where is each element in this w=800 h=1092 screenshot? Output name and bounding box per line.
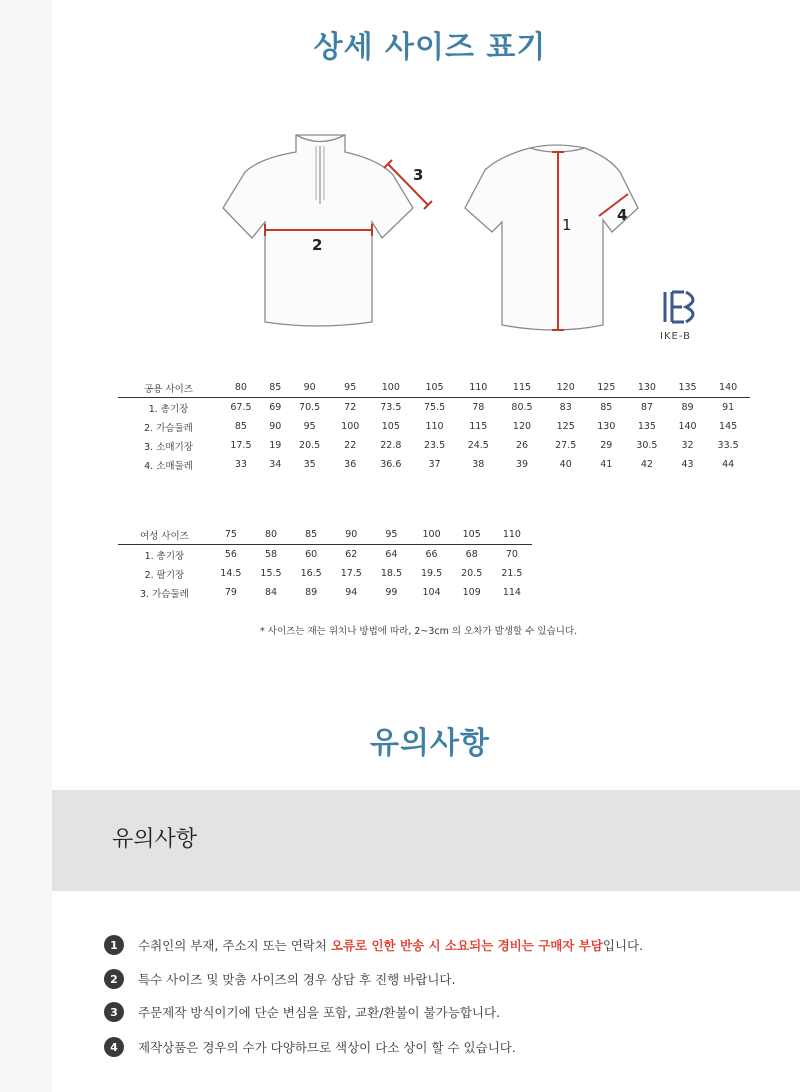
table-cell: 109 — [462, 587, 481, 598]
caution-title: 유의사항 — [370, 726, 490, 761]
row-label: 4. 소매둘레 — [144, 460, 193, 472]
header-size: 120 — [544, 378, 588, 398]
table-row — [118, 417, 750, 436]
notice-item — [104, 1037, 516, 1057]
table-cell: 19.5 — [420, 568, 443, 579]
notice-text: 주문제작 방식이기에 단순 변심을 포함, 교환/환불이 불가능합니다. — [138, 1005, 501, 1020]
table-row — [118, 398, 750, 418]
header-size: 125 — [588, 378, 625, 398]
table-cell: 30.5 — [636, 440, 658, 451]
table-cell: 130 — [597, 421, 616, 432]
table-cell: 72 — [344, 402, 357, 413]
table-cell: 89 — [681, 402, 694, 413]
caution-box-label: 유의사항 — [112, 827, 198, 852]
table-cell: 79 — [224, 587, 237, 598]
table-row — [118, 436, 750, 455]
notice-text: 수취인의 부재, 주소지 또는 연락처 오류로 인한 반송 시 소요되는 경비는 구매자 부담입니다. — [138, 938, 644, 953]
table-cell: 42 — [640, 459, 653, 470]
table-cell: 100 — [341, 421, 360, 432]
table-cell: 120 — [512, 421, 532, 432]
table-cell: 43 — [681, 459, 694, 470]
table-cell: 35 — [303, 459, 316, 470]
row-label: 3. 가슴둘레 — [140, 588, 189, 600]
table-cell: 115 — [469, 421, 488, 432]
header-size: 105 — [452, 525, 492, 545]
header-label: 공용 사이즈 — [118, 378, 219, 398]
table-cell: 21.5 — [501, 568, 523, 579]
header-size: 100 — [412, 525, 452, 545]
table-row — [118, 583, 532, 602]
table-cell: 41 — [600, 459, 613, 470]
table-cell: 36.6 — [380, 459, 402, 470]
table-cell: 20.5 — [461, 568, 483, 579]
header-size: 80 — [219, 378, 263, 398]
notice-text: 특수 사이즈 및 맞춤 사이즈의 경우 상담 후 진행 바랍니다. — [138, 972, 456, 987]
table-cell: 44 — [722, 459, 735, 470]
table-cell: 78 — [472, 402, 485, 413]
table-cell: 94 — [345, 587, 358, 598]
header-size: 115 — [500, 378, 544, 398]
header-size: 90 — [288, 378, 332, 398]
size-chart-title: 상세 사이즈 표기 — [313, 30, 547, 65]
table-cell: 39 — [515, 459, 529, 470]
table-cell: 90 — [269, 421, 282, 432]
notice-number-badge: 1 — [104, 935, 124, 955]
table-cell: 19 — [269, 440, 282, 451]
table-cell: 17.5 — [340, 568, 362, 579]
notice-item — [104, 1002, 500, 1022]
table-cell: 70.5 — [299, 402, 321, 413]
table-cell: 110 — [425, 421, 444, 432]
table-cell: 38 — [472, 459, 485, 470]
table-cell: 99 — [385, 587, 398, 598]
table-cell: 32 — [681, 440, 694, 451]
notice-item — [104, 935, 643, 955]
header-size: 85 — [263, 378, 288, 398]
measure-2-label: 2 — [312, 236, 323, 254]
measure-1-label: 1 — [562, 216, 572, 234]
table-cell: 105 — [381, 421, 400, 432]
table-cell: 16.5 — [300, 568, 322, 579]
table-cell: 73.5 — [380, 402, 402, 413]
table-cell: 17.5 — [230, 440, 252, 451]
header-size: 95 — [371, 525, 411, 545]
table-cell: 66 — [425, 549, 438, 560]
table-cell: 60 — [305, 549, 318, 560]
table-cell: 27.5 — [555, 440, 577, 451]
table-cell: 24.5 — [467, 440, 489, 451]
row-label: 2. 팔기장 — [144, 569, 185, 581]
notice-item — [104, 969, 455, 989]
table-cell: 84 — [264, 587, 278, 598]
header-size: 105 — [413, 378, 457, 398]
notice-number-badge: 4 — [104, 1037, 124, 1057]
table-cell: 85 — [600, 402, 613, 413]
table-cell: 83 — [559, 402, 572, 413]
measure-3-label: 3 — [413, 166, 424, 184]
measure-4-label: 4 — [617, 206, 628, 224]
table-cell: 29 — [600, 440, 613, 451]
table-cell: 69 — [269, 402, 282, 413]
header-size: 95 — [331, 378, 368, 398]
header-label: 여성 사이즈 — [118, 525, 211, 545]
table-cell: 37 — [428, 459, 441, 470]
header-size: 100 — [369, 378, 413, 398]
table-cell: 56 — [224, 549, 237, 560]
row-label: 1. 총기장 — [148, 403, 189, 415]
table-cell: 67.5 — [230, 402, 252, 413]
header-size: 110 — [456, 378, 500, 398]
header-size: 85 — [291, 525, 331, 545]
notice-number-badge: 3 — [104, 1002, 124, 1022]
header-size: 130 — [625, 378, 669, 398]
table-cell: 33.5 — [717, 440, 739, 451]
table-header-row — [118, 525, 532, 545]
back-shirt-outline — [465, 145, 638, 330]
table-row — [118, 564, 532, 583]
table-cell: 64 — [385, 549, 398, 560]
notice-number-badge: 2 — [104, 969, 124, 989]
table-cell: 22.8 — [380, 440, 402, 451]
table-cell: 15.5 — [260, 568, 282, 579]
table-cell: 18.5 — [380, 568, 402, 579]
size-note: * 사이즈는 재는 위치나 방법에 따라, 2~3cm 의 오차가 발생할 수 있습니다. — [260, 626, 578, 637]
table-header-row — [118, 378, 750, 398]
table-cell: 23.5 — [423, 440, 446, 451]
table-cell: 58 — [264, 549, 278, 560]
table-cell: 40 — [559, 459, 572, 470]
table-cell: 135 — [637, 421, 656, 432]
table-cell: 104 — [422, 587, 441, 598]
table-cell: 22 — [344, 440, 357, 451]
row-label: 1. 총기장 — [144, 550, 185, 562]
row-label: 2. 가슴둘레 — [144, 422, 193, 434]
table-cell: 95 — [303, 421, 316, 432]
table-cell: 85 — [234, 421, 247, 432]
shirt-diagram — [0, 0, 800, 370]
table-cell: 33 — [234, 459, 247, 470]
table-cell: 80.5 — [511, 402, 533, 413]
header-size: 135 — [669, 378, 706, 398]
table-cell: 62 — [345, 549, 358, 560]
table-cell: 91 — [722, 402, 735, 413]
table-cell: 145 — [719, 421, 738, 432]
header-size: 110 — [492, 525, 532, 545]
table-cell: 26 — [515, 440, 529, 451]
logo-text: IKE-B — [660, 331, 691, 342]
row-label: 3. 소매기장 — [144, 441, 193, 453]
table-cell: 34 — [269, 459, 282, 470]
table-cell: 14.5 — [220, 568, 242, 579]
table-cell: 87 — [640, 402, 653, 413]
header-size: 80 — [251, 525, 291, 545]
table-cell: 68 — [465, 549, 478, 560]
table-cell: 89 — [305, 587, 318, 598]
unisex-size-table — [118, 378, 750, 474]
table-cell: 125 — [556, 421, 575, 432]
table-cell: 114 — [502, 587, 521, 598]
women-size-table — [118, 525, 532, 602]
header-size: 90 — [331, 525, 371, 545]
ike-b-logo — [665, 292, 693, 322]
table-row — [118, 455, 750, 474]
notice-text: 제작상품은 경우의 수가 다양하므로 색상이 다소 상이 할 수 있습니다. — [138, 1040, 516, 1055]
table-cell: 20.5 — [299, 440, 321, 451]
header-size: 140 — [706, 378, 750, 398]
table-cell: 36 — [344, 459, 357, 470]
table-cell: 140 — [678, 421, 697, 432]
table-row — [118, 545, 532, 565]
table-cell: 70 — [505, 549, 518, 560]
notice-highlight: 오류로 인한 반송 시 소요되는 경비는 구매자 부담 — [330, 938, 603, 953]
header-size: 75 — [211, 525, 251, 545]
table-cell: 75.5 — [423, 402, 446, 413]
